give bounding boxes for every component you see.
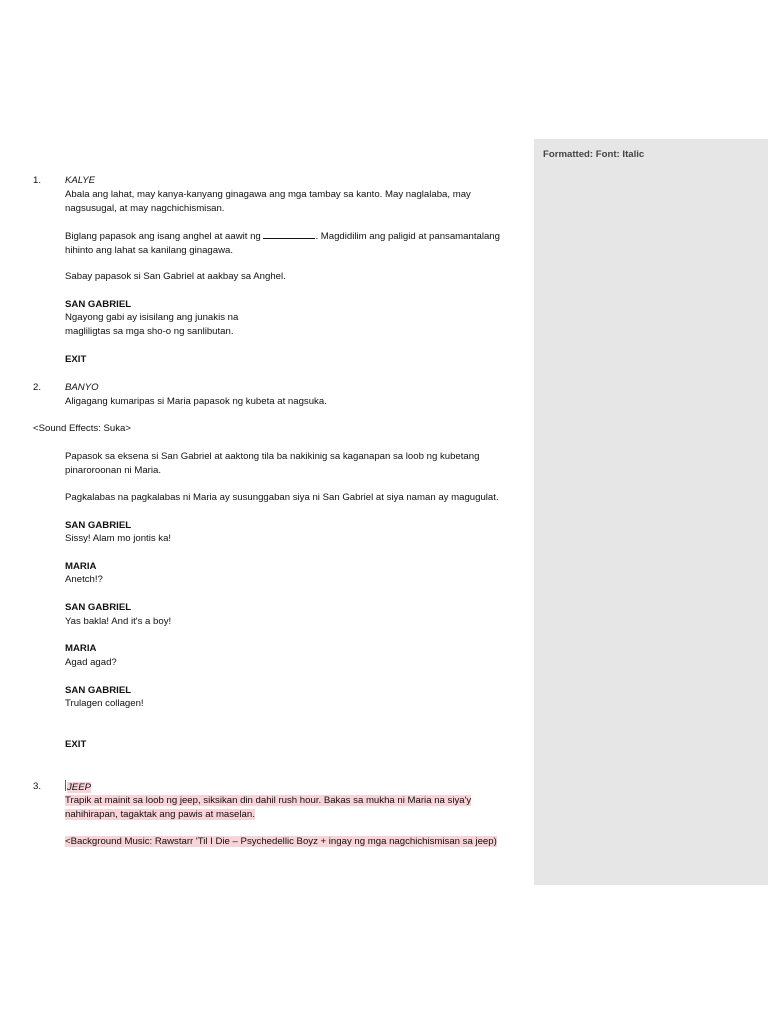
- song-blank: [263, 229, 315, 239]
- scene-1-action-2-line-b: hihinto ang lahat sa kanilang ginagawa.: [65, 244, 234, 256]
- formatting-comment[interactable]: Formatted: Font: Italic: [543, 149, 645, 160]
- scene-1-action-3[interactable]: Sabay papasok si San Gabriel at aakbay sa Anghel.: [65, 271, 286, 282]
- scene-2-heading[interactable]: BANYO: [65, 382, 99, 393]
- scene-2-action-2-line-a: Papasok sa eksena si San Gabriel at aaktong tila ba nakikinig sa kaganapan sa loob ng kubetang: [65, 451, 480, 462]
- scene-1-action-1-line-a: Abala ang lahat, may kanya-kanyang ginagawa ang mga tambay sa kanto. May naglalaba, may: [65, 189, 471, 200]
- scene-3-action-1-line-b: nahihirapan, tagaktak ang pawis at maselan.: [65, 808, 255, 820]
- scene-2-line-4[interactable]: Agad agad?: [65, 657, 117, 668]
- scene-2-line-5[interactable]: Trulagen collagen!: [65, 698, 144, 709]
- scene-3-heading: JEEP: [67, 782, 91, 793]
- scene-3-music[interactable]: [65, 835, 530, 849]
- scene-2-speaker-2[interactable]: MARIA: [65, 561, 97, 572]
- scene-1-action-2-text-b: . Magdidilim ang paligid at pansamantalang: [315, 231, 500, 242]
- text-cursor: [65, 780, 66, 791]
- scene-2-exit[interactable]: EXIT: [65, 739, 87, 750]
- scene-1-dialogue-line-1: Ngayong gabi ay isisilang ang junakis na: [65, 312, 239, 323]
- scene-2-line-1[interactable]: Sissy! Alam mo jontis ka!: [65, 533, 172, 544]
- scene-2-action-1[interactable]: Aligagang kumaripas si Maria papasok ng kubeta at nagsuka.: [65, 396, 327, 407]
- comment-pane[interactable]: [534, 139, 768, 885]
- scene-2-action-3[interactable]: Pagkalabas na pagkalabas ni Maria ay susunggaban siya ni San Gabriel at siya naman ay magugulat.: [65, 492, 499, 503]
- scene-2-sfx[interactable]: <Sound Effects: Suka>: [33, 423, 131, 434]
- scene-1-action-2-text-a: Biglang papasok ang isang anghel at aawit ng: [65, 231, 261, 242]
- scene-2-action-2-line-b: pinaroroonan ni Maria.: [65, 464, 161, 476]
- scene-2-action-2[interactable]: [65, 450, 525, 477]
- scene-3-music-text: <Background Music: Rawstarr 'Til I Die – Psychedellic Boyz + ingay ng mga nagchichismisan sa jeep): [65, 836, 497, 847]
- scene-1-action-1-line-b: nagsusugal, at may nagchichismisan.: [65, 202, 225, 214]
- scene-1-exit[interactable]: EXIT: [65, 354, 87, 365]
- scene-2-speaker-3[interactable]: SAN GABRIEL: [65, 602, 132, 613]
- scene-2-speaker-1[interactable]: SAN GABRIEL: [65, 520, 132, 531]
- scene-3-heading-wrap[interactable]: [65, 780, 525, 795]
- scene-1-action-2-line-a: [65, 229, 525, 244]
- scene-1-heading[interactable]: KALYE: [65, 175, 96, 186]
- scene-1-dialogue-line-2: magliligtas sa mga sho-o ng sanlibutan.: [65, 325, 234, 337]
- scene-2-speaker-4[interactable]: MARIA: [65, 643, 97, 654]
- scene-1-number: 1.: [33, 175, 42, 186]
- scene-1-dialogue[interactable]: [65, 311, 525, 338]
- scene-2-speaker-5[interactable]: SAN GABRIEL: [65, 685, 132, 696]
- scene-1-action-2[interactable]: [65, 229, 525, 257]
- scene-2-number: 2.: [33, 382, 42, 393]
- scene-3-number: 3.: [33, 781, 42, 792]
- scene-3-action-1[interactable]: [65, 794, 525, 821]
- scene-3-action-1-line-a: Trapik at mainit sa loob ng jeep, siksikan din dahil rush hour. Bakas sa mukha ni Maria na siya'y: [65, 795, 472, 806]
- scene-2-line-3[interactable]: Yas bakla! And it's a boy!: [65, 616, 172, 627]
- scene-2-line-2[interactable]: Anetch!?: [65, 574, 103, 585]
- scene-1-action-1[interactable]: [65, 188, 525, 215]
- scene-1-speaker[interactable]: SAN GABRIEL: [65, 299, 132, 310]
